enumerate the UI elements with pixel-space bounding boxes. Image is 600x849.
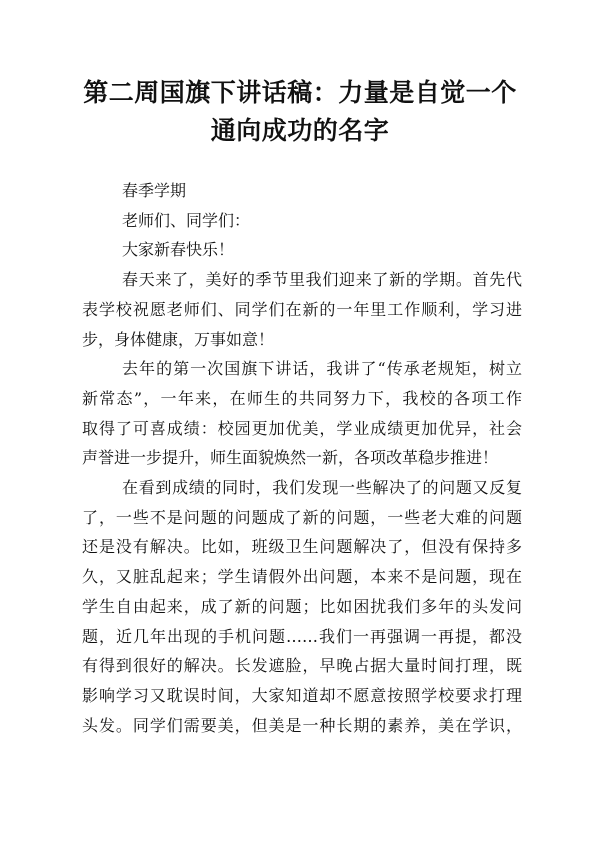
paragraph-line: 影响学习又耽误时间，大家知道却不愿意按照学校要求打理 (82, 685, 522, 705)
paragraph-line: 学生自由起来，成了新的问题；比如困扰我们多年的头发问 (82, 596, 522, 616)
paragraph-line: 取得了可喜成绩：校园更加优美，学业成绩更加优异，社会 (82, 418, 522, 438)
paragraph-line: 了，一些不是问题的问题成了新的问题，一些老大难的问题 (82, 507, 522, 527)
paragraph-line: 步，身体健康，万事如意！ (82, 329, 275, 349)
paragraph-line: 在看到成绩的同时，我们发现一些解决了的问题又反复 (122, 478, 522, 498)
paragraph-line: 还是没有解决。比如，班级卫生问题解决了，但没有保持多 (82, 537, 522, 557)
paragraph-line: 头发。同学们需要美，但美是一种长期的素养，美在学识， (82, 715, 522, 735)
semester-label: 春季学期 (122, 181, 187, 200)
paragraph-line: 有得到很好的解决。长发遮脸，早晚占据大量时间打理，既 (82, 656, 522, 676)
paragraph-line: 新常态”，一年来，在师生的共同努力下，我校的各项工作 (82, 388, 522, 408)
paragraph-line: 久，又脏乱起来；学生请假外出问题，本来不是问题，现在 (82, 567, 522, 587)
paragraph-line: 表学校祝愿老师们、同学们在新的一年里工作顺利，学习进 (82, 299, 522, 319)
paragraph-line: 春天来了，美好的季节里我们迎来了新的学期。首先代 (122, 270, 522, 290)
paragraph-line: 声誉进一步提升，师生面貌焕然一新，各项改革稳步推进！ (82, 448, 499, 468)
title-line-2: 通向成功的名字 (210, 116, 390, 145)
title-line-1: 第二周国旗下讲话稿：力量是自觉一个 (83, 78, 517, 107)
salutation: 老师们、同学们： (122, 210, 251, 230)
document-title (60, 74, 540, 150)
greeting: 大家新春快乐！ (122, 240, 235, 260)
paragraph-line: 去年的第一次国旗下讲话，我讲了“传承老规矩，树立 (122, 359, 522, 379)
document-body (82, 176, 522, 740)
paragraph-line: 题，近几年出现的手机问题……我们一再强调一再提，都没 (82, 626, 522, 646)
